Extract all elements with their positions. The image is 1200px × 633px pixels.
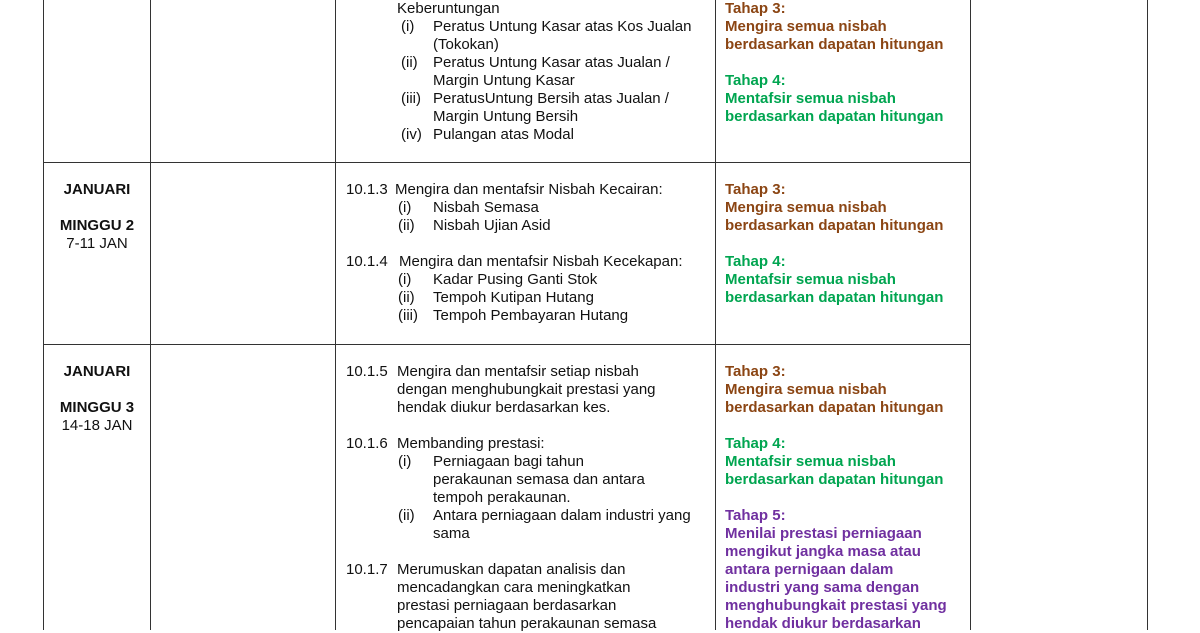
item-number: (i) [401,18,415,35]
stage-description: berdasarkan dapatan hitungan [725,399,944,416]
standard-text: Mengira dan mentafsir Nisbah Kecekapan: [399,253,683,270]
item-number: (i) [398,271,412,288]
stage-title: Tahap 3: [725,363,786,380]
item-text: Perniagaan bagi tahun [433,453,584,470]
standard-text: Mengira dan mentafsir setiap nisbah [397,363,639,380]
standard-text: pencapaian tahun perakaunan semasa [397,615,657,632]
item-text: Pulangan atas Modal [433,126,574,143]
month-label: JANUARI [63,363,131,380]
stage-description: Mentafsir semua nisbah [725,271,896,288]
item-text: sama [433,525,470,542]
topic-continuation: Keberuntungan [397,0,500,17]
stage-title: Tahap 4: [725,253,786,270]
stage-description: mengikut jangka masa atau [725,543,921,560]
stage-description: Mengira semua nisbah [725,381,887,398]
stage-description: Mengira semua nisbah [725,199,887,216]
week-dates: 14-18 JAN [61,417,133,434]
stage-description: berdasarkan dapatan hitungan [725,471,944,488]
stage-description: Mentafsir semua nisbah [725,90,896,107]
table-divider [335,0,336,630]
standard-code: 10.1.7 [346,561,388,578]
standard-code: 10.1.5 [346,363,388,380]
item-number: (iv) [401,126,422,143]
stage-description: Menilai prestasi perniagaan [725,525,922,542]
item-text: Tempoh Kutipan Hutang [433,289,594,306]
table-border-right [1147,0,1148,630]
week-cell [44,181,150,253]
item-number: (iii) [401,90,421,107]
stage-description: Mengira semua nisbah [725,18,887,35]
item-text: Tempoh Pembayaran Hutang [433,307,629,324]
standard-text: Membanding prestasi: [397,435,545,452]
table-divider [715,0,716,630]
item-text: Nisbah Semasa [433,199,539,216]
week-cell [44,363,150,435]
table-divider [970,0,971,630]
stage-description: antara pernigaan dalam [725,561,894,578]
week-label: MINGGU 3 [59,399,135,416]
item-text: (Tokokan) [433,36,499,53]
stage-description: Mentafsir semua nisbah [725,453,896,470]
standard-text: Mengira dan mentafsir Nisbah Kecairan: [395,181,663,198]
item-number: (ii) [398,217,415,234]
stage-title: Tahap 3: [725,181,786,198]
item-number: (ii) [401,54,418,71]
standard-code: 10.1.4 [346,253,388,270]
standard-text: hendak diukur berdasarkan kes. [397,399,611,416]
table-divider [150,0,151,630]
item-number: (ii) [398,289,415,306]
item-text: Peratus Untung Kasar atas Jualan / [433,54,670,71]
stage-description: berdasarkan dapatan hitungan [725,108,944,125]
standard-code: 10.1.6 [346,435,388,452]
item-number: (i) [398,453,412,470]
stage-description: industri yang sama dengan [725,579,920,596]
item-number: (iii) [398,307,418,324]
stage-title: Tahap 3: [725,0,786,17]
item-number: (ii) [398,507,415,524]
item-text: Peratus Untung Kasar atas Kos Jualan [433,18,692,35]
stage-description: berdasarkan dapatan hitungan [725,217,944,234]
standard-text: Merumuskan dapatan analisis dan [397,561,626,578]
standard-text: mencadangkan cara meningkatkan [397,579,631,596]
week-dates: 7-11 JAN [66,235,128,252]
standard-text: prestasi perniagaan berdasarkan [397,597,617,614]
item-number: (i) [398,199,412,216]
stage-title: Tahap 5: [725,507,786,524]
item-text: tempoh perakaunan. [433,489,571,506]
row-divider [43,344,971,345]
item-text: Nisbah Ujian Asid [433,217,551,234]
item-text: Margin Untung Bersih [433,108,579,125]
standard-code: 10.1.3 [346,181,388,198]
stage-title: Tahap 4: [725,435,786,452]
item-text: Antara perniagaan dalam industri yang [433,507,691,524]
month-label: JANUARI [63,181,131,198]
standard-text: dengan menghubungkait prestasi yang [397,381,656,398]
stage-description: menghubungkait prestasi yang [725,597,947,614]
item-text: Margin Untung Kasar [433,72,575,89]
stage-description: berdasarkan dapatan hitungan [725,36,944,53]
stage-title: Tahap 4: [725,72,786,89]
week-label: MINGGU 2 [59,217,135,234]
row-divider [43,162,971,163]
item-text: perakaunan semasa dan antara [433,471,645,488]
item-text: PeratusUntung Bersih atas Jualan / [433,90,669,107]
stage-description: hendak diukur berdasarkan [725,615,921,632]
stage-description: berdasarkan dapatan hitungan [725,289,944,306]
table-border-left [43,0,44,630]
item-text: Kadar Pusing Ganti Stok [433,271,598,288]
